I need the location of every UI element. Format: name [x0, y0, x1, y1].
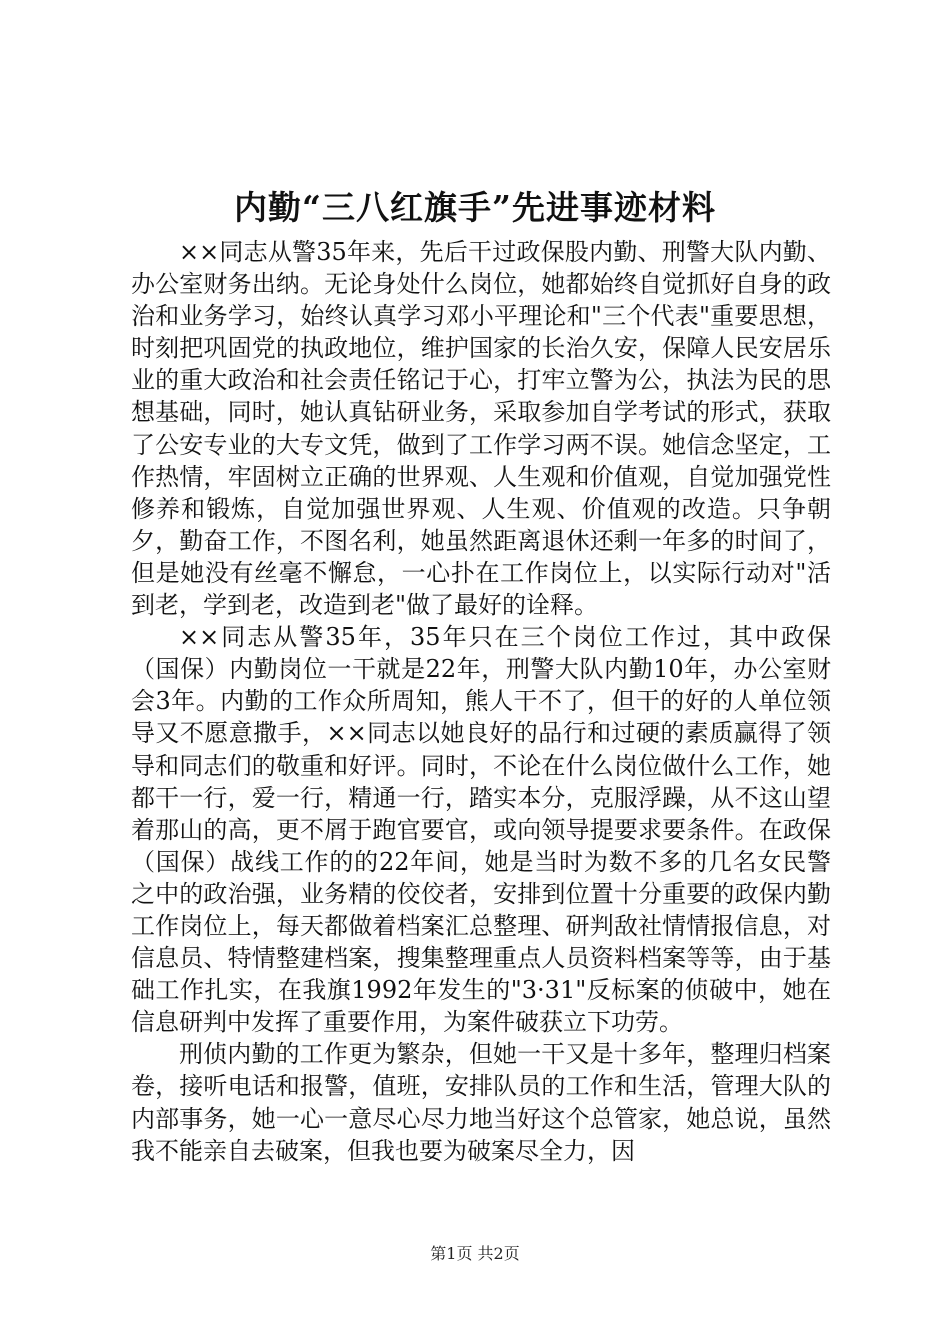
paragraph: 刑侦内勤的工作更为繁杂，但她一干又是十多年，整理归档案卷，接听电话和报警，值班，安排队员的工作和生活，管理大队的内部事务，她一心一意尽心尽力地当好这个总管家，她总说，虽然我不能亲自去破案，但我也要为破案尽全力，因: [131, 1040, 831, 1165]
document-body: [131, 236, 831, 1167]
document-title: 内勤“三八红旗手”先进事迹材料: [234, 188, 716, 227]
page-footer: 第1页 共2页: [430, 1244, 520, 1263]
paragraph: ××同志从警35年，35年只在三个岗位工作过，其中政保（国保）内勤岗位一干就是22年，刑警大队内勤10年，办公室财会3年。内勤的工作众所周知，熊人干不了，但干的好的人单位领导又不愿意撒手，××同志以她良好的品行和过硬的素质赢得了领导和同志们的敬重和好评。同时，不论在什么岗位做什么工作，她都干一行，爱一行，精通一行，踏实本分，克服浮躁，从不这山望着那山的高，更不屑于跑官要官，或向领导提要求要条件。在政保（国保）战线工作的的22年间，她是当时为数不多的几名女民警之中的政治强，业务精的佼佼者，安排到位置十分重要的政保内勤工作岗位上，每天都做着档案汇总整理、研判敌社情情报信息，对信息员、特情整建档案，搜集整理重点人员资料档案等等，由于基础工作扎实，在我旗1992年发生的"3·31"反标案的侦破中，她在信息研判中发挥了重要作用，为案件破获立下功劳。: [131, 623, 831, 1037]
paragraph: ××同志从警35年来，先后干过政保股内勤、刑警大队内勤、办公室财务出纳。无论身处什么岗位，她都始终自觉抓好自身的政治和业务学习，始终认真学习邓小平理论和"三个代表"重要思想，时刻把巩固党的执政地位，维护国家的长治久安，保障人民安居乐业的重大政治和社会责任铭记于心，打牢立警为公，执法为民的思想基础，同时，她认真钻研业务，采取参加自学考试的形式，获取了公安专业的大专文凭，做到了工作学习两不误。她信念坚定，工作热情，牢固树立正确的世界观、人生观和价值观，自觉加强党性修养和锻炼，自觉加强世界观、人生观、价值观的改造。只争朝夕，勤奋工作，不图名利，她虽然距离退休还剩一年多的时间了，但是她没有丝毫不懈怠，一心扑在工作岗位上，以实际行动对"活到老，学到老，改造到老"做了最好的诠释。: [131, 238, 831, 620]
